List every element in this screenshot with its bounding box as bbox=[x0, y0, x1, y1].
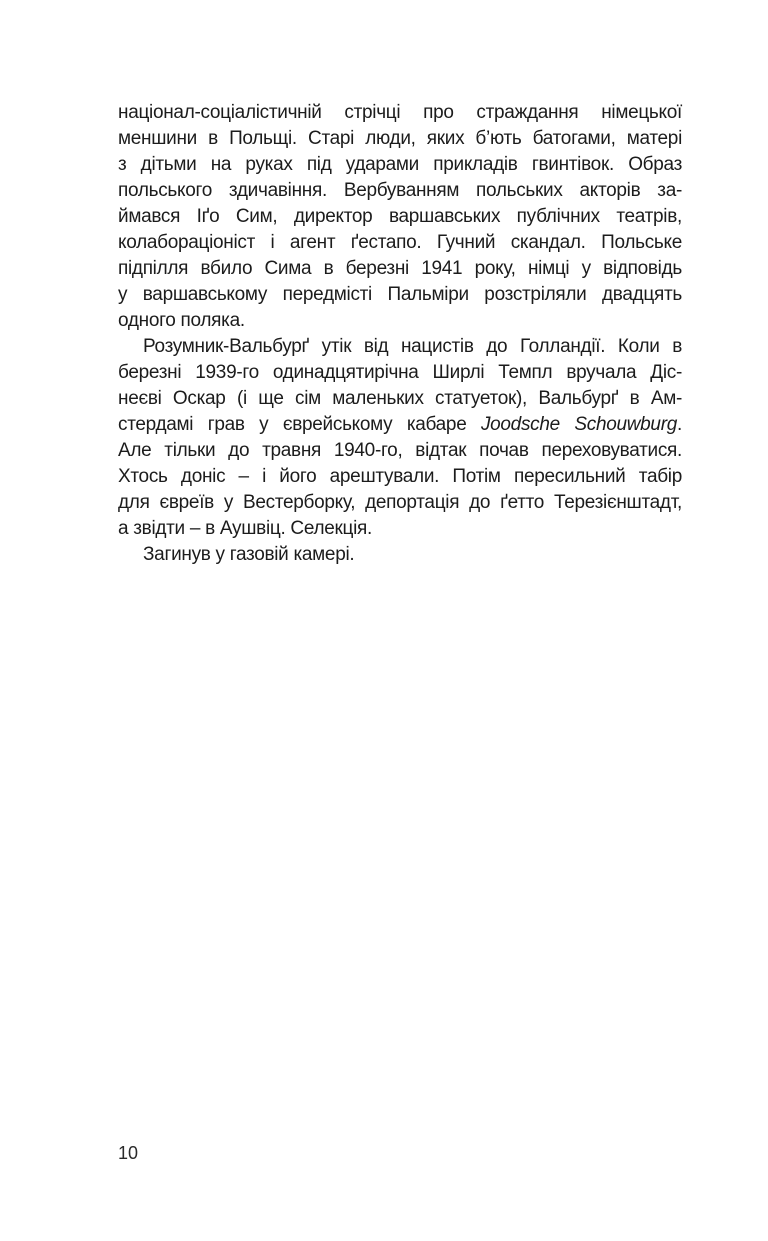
text-line: з дітьми на руках під ударами прикладів гвинтівок. Образ bbox=[118, 154, 682, 175]
text-line: ймався Іґо Сим, директор варшавських публічних театрів, bbox=[118, 206, 682, 227]
paragraph bbox=[118, 100, 682, 334]
text-line: Але тільки до травня 1940-го, відтак почав переховуватися. bbox=[118, 440, 682, 461]
page-number: 10 bbox=[118, 1143, 139, 1163]
text-line: стердамі грав у єврейському кабаре Joodsche Schouwburg. bbox=[118, 414, 682, 435]
text-line: польського здичавіння. Вербуванням польських акторів за- bbox=[118, 180, 682, 201]
text-line: Хтось доніс – і його арештували. Потім пересильний табір bbox=[118, 466, 682, 487]
text-line: для євреїв у Вестерборку, депортація до ґетто Терезієнштадт, bbox=[118, 492, 682, 513]
text-line: у варшавському передмісті Пальміри розстріляли двадцять bbox=[118, 284, 682, 305]
text-line: колабораціоніст і агент ґестапо. Гучний скандал. Польське bbox=[118, 232, 682, 253]
text-line: Розумник-Вальбурґ утік від нацистів до Голландії. Коли в bbox=[143, 336, 682, 357]
paragraph bbox=[118, 334, 682, 542]
text-line: націонал-соціалістичній стрічці про страждання німецької bbox=[118, 102, 682, 123]
text-line: одного поляка. bbox=[118, 310, 245, 331]
text-block bbox=[118, 100, 682, 568]
text-line: березні 1939-го одинадцятирічна Ширлі Темпл вручала Діс- bbox=[118, 362, 682, 383]
text-line: підпілля вбило Сима в березні 1941 року, німці у відповідь bbox=[118, 258, 682, 279]
paragraph bbox=[118, 542, 682, 568]
text-line: а звідти – в Аушвіц. Селекція. bbox=[118, 518, 373, 539]
text-line: неєві Оскар (і ще сім маленьких статуеток), Вальбурґ в Ам- bbox=[118, 388, 682, 409]
text-line: меншини в Польщі. Старі люди, яких б’ють батогами, матері bbox=[118, 128, 682, 149]
text-line: Загинув у газовій камері. bbox=[143, 544, 355, 565]
